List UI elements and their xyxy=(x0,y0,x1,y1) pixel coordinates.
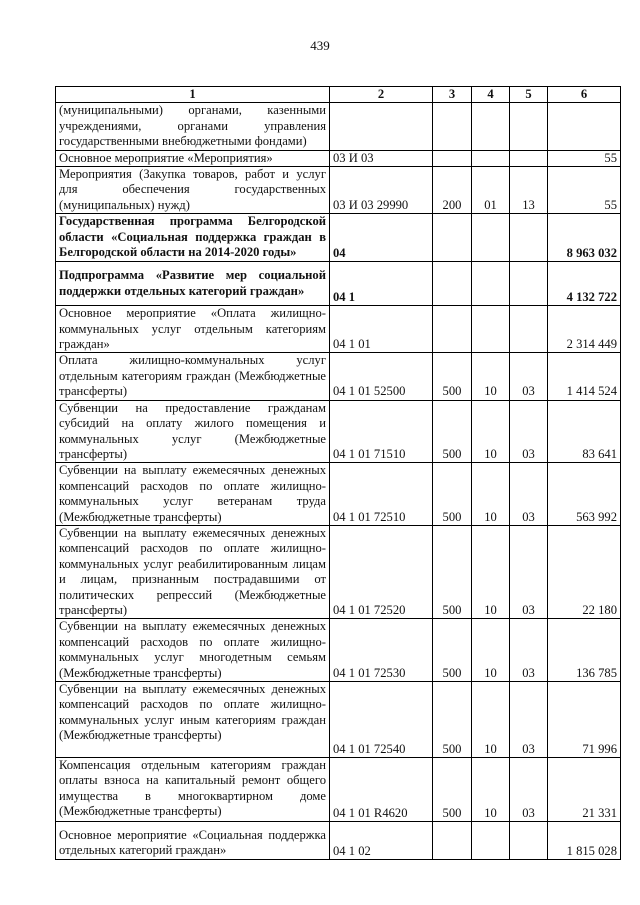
row-amount: 55 xyxy=(548,167,621,214)
row-name: Государственная программа Белгородской области «Социальная поддержка граждан в Белгородской области на 2014-2020 годы» xyxy=(56,214,330,262)
row-name: (муниципальными) органами, казенными учреждениями, органами управления государственными внебюджетными фондами) xyxy=(56,103,330,150)
row-amount: 136 785 xyxy=(548,619,621,682)
table-row xyxy=(56,400,621,463)
table-row xyxy=(56,525,621,618)
row-name: Основное мероприятие «Мероприятия» xyxy=(56,150,330,166)
row-name: Компенсация отдельным категориям граждан оплаты взноса на капитальный ремонт общего имущества в многоквартирном доме (Межбюджетные трансферты) xyxy=(56,758,330,822)
table-row xyxy=(56,822,621,860)
row-col3: 500 xyxy=(433,525,472,618)
row-code: 04 1 01 71510 xyxy=(330,400,433,463)
row-col5 xyxy=(510,822,548,860)
row-code: 03 И 03 xyxy=(330,150,433,166)
row-name: Субвенции на выплату ежемесячных денежных компенсаций расходов по оплате жилищно-коммунальных услуг многодетным семьям (Межбюджетные трансферты) xyxy=(56,619,330,682)
row-col4 xyxy=(472,822,510,860)
row-col3: 500 xyxy=(433,353,472,400)
row-amount xyxy=(548,103,621,150)
row-col3: 500 xyxy=(433,758,472,822)
row-col5: 03 xyxy=(510,353,548,400)
table-header-row xyxy=(56,87,621,103)
table-row xyxy=(56,758,621,822)
row-name: Подпрограмма «Развитие мер социальной поддержки отдельных категорий граждан» xyxy=(56,262,330,306)
row-col3 xyxy=(433,262,472,306)
row-name: Оплата жилищно-коммунальных услуг отдельным категориям граждан (Межбюджетные трансферты) xyxy=(56,353,330,400)
row-amount: 1 414 524 xyxy=(548,353,621,400)
table-row xyxy=(56,150,621,166)
table-row xyxy=(56,306,621,353)
row-col5: 03 xyxy=(510,682,548,758)
row-col4: 10 xyxy=(472,463,510,526)
row-amount: 22 180 xyxy=(548,525,621,618)
header-cell: 6 xyxy=(548,87,621,103)
row-code: 03 И 03 29990 xyxy=(330,167,433,214)
table-row xyxy=(56,167,621,214)
row-code: 04 1 01 R4620 xyxy=(330,758,433,822)
row-col5: 03 xyxy=(510,400,548,463)
row-name: Субвенции на выплату ежемесячных денежных компенсаций расходов по оплате жилищно-коммунальных услуг реабилитированным лицам и лицам, признанным пострадавшими от политических репрессий (Межбюджетные трансферты) xyxy=(56,525,330,618)
row-name: Мероприятия (Закупка товаров, работ и услуг для обеспечения государственных (муниципальных) нужд) xyxy=(56,167,330,214)
row-col4: 10 xyxy=(472,525,510,618)
row-amount: 21 331 xyxy=(548,758,621,822)
row-code: 04 1 02 xyxy=(330,822,433,860)
row-col4: 01 xyxy=(472,167,510,214)
row-col4: 10 xyxy=(472,758,510,822)
budget-table xyxy=(55,86,621,860)
row-col4: 10 xyxy=(472,682,510,758)
table-row xyxy=(56,103,621,150)
row-code: 04 1 01 72540 xyxy=(330,682,433,758)
row-amount: 1 815 028 xyxy=(548,822,621,860)
header-cell: 3 xyxy=(433,87,472,103)
row-amount: 8 963 032 xyxy=(548,214,621,262)
row-amount: 71 996 xyxy=(548,682,621,758)
row-col3: 500 xyxy=(433,463,472,526)
row-amount: 2 314 449 xyxy=(548,306,621,353)
table-row xyxy=(56,214,621,262)
row-col5 xyxy=(510,150,548,166)
table-row xyxy=(56,682,621,758)
row-col3 xyxy=(433,150,472,166)
row-col3: 200 xyxy=(433,167,472,214)
row-col3 xyxy=(433,103,472,150)
row-name: Субвенции на выплату ежемесячных денежных компенсаций расходов по оплате жилищно-коммунальных услуг иным категориям граждан (Межбюджетные трансферты) xyxy=(56,682,330,758)
row-code: 04 1 01 52500 xyxy=(330,353,433,400)
row-amount: 83 641 xyxy=(548,400,621,463)
row-code: 04 1 01 xyxy=(330,306,433,353)
row-amount: 55 xyxy=(548,150,621,166)
table-row xyxy=(56,353,621,400)
row-col3: 500 xyxy=(433,619,472,682)
row-col5: 03 xyxy=(510,525,548,618)
row-col4 xyxy=(472,306,510,353)
row-col4 xyxy=(472,214,510,262)
row-col4: 10 xyxy=(472,400,510,463)
row-code: 04 1 01 72520 xyxy=(330,525,433,618)
row-col5: 13 xyxy=(510,167,548,214)
row-col3: 500 xyxy=(433,682,472,758)
row-amount: 4 132 722 xyxy=(548,262,621,306)
row-amount: 563 992 xyxy=(548,463,621,526)
row-col5: 03 xyxy=(510,758,548,822)
header-cell: 2 xyxy=(330,87,433,103)
row-col5: 03 xyxy=(510,463,548,526)
table-row xyxy=(56,619,621,682)
row-col3 xyxy=(433,822,472,860)
row-col5 xyxy=(510,306,548,353)
row-code xyxy=(330,103,433,150)
row-col3: 500 xyxy=(433,400,472,463)
row-col5 xyxy=(510,214,548,262)
row-col5 xyxy=(510,103,548,150)
header-cell: 5 xyxy=(510,87,548,103)
row-col4: 10 xyxy=(472,619,510,682)
row-code: 04 1 xyxy=(330,262,433,306)
row-col5 xyxy=(510,262,548,306)
row-name: Основное мероприятие «Социальная поддержка отдельных категорий граждан» xyxy=(56,822,330,860)
row-col4 xyxy=(472,262,510,306)
row-col4 xyxy=(472,103,510,150)
header-cell: 1 xyxy=(56,87,330,103)
row-code: 04 xyxy=(330,214,433,262)
table-row xyxy=(56,262,621,306)
header-cell: 4 xyxy=(472,87,510,103)
row-col4: 10 xyxy=(472,353,510,400)
row-col3 xyxy=(433,306,472,353)
row-col5: 03 xyxy=(510,619,548,682)
table-row xyxy=(56,463,621,526)
row-col4 xyxy=(472,150,510,166)
row-name: Основное мероприятие «Оплата жилищно-коммунальных услуг отдельным категориям граждан» xyxy=(56,306,330,353)
row-name: Субвенции на предоставление гражданам субсидий на оплату жилого помещения и коммунальных услуг (Межбюджетные трансферты) xyxy=(56,400,330,463)
row-col3 xyxy=(433,214,472,262)
row-code: 04 1 01 72510 xyxy=(330,463,433,526)
row-code: 04 1 01 72530 xyxy=(330,619,433,682)
row-name: Субвенции на выплату ежемесячных денежных компенсаций расходов по оплате жилищно-коммунальных услуг ветеранам труда (Межбюджетные трансферты) xyxy=(56,463,330,526)
page-number: 439 xyxy=(310,38,330,53)
